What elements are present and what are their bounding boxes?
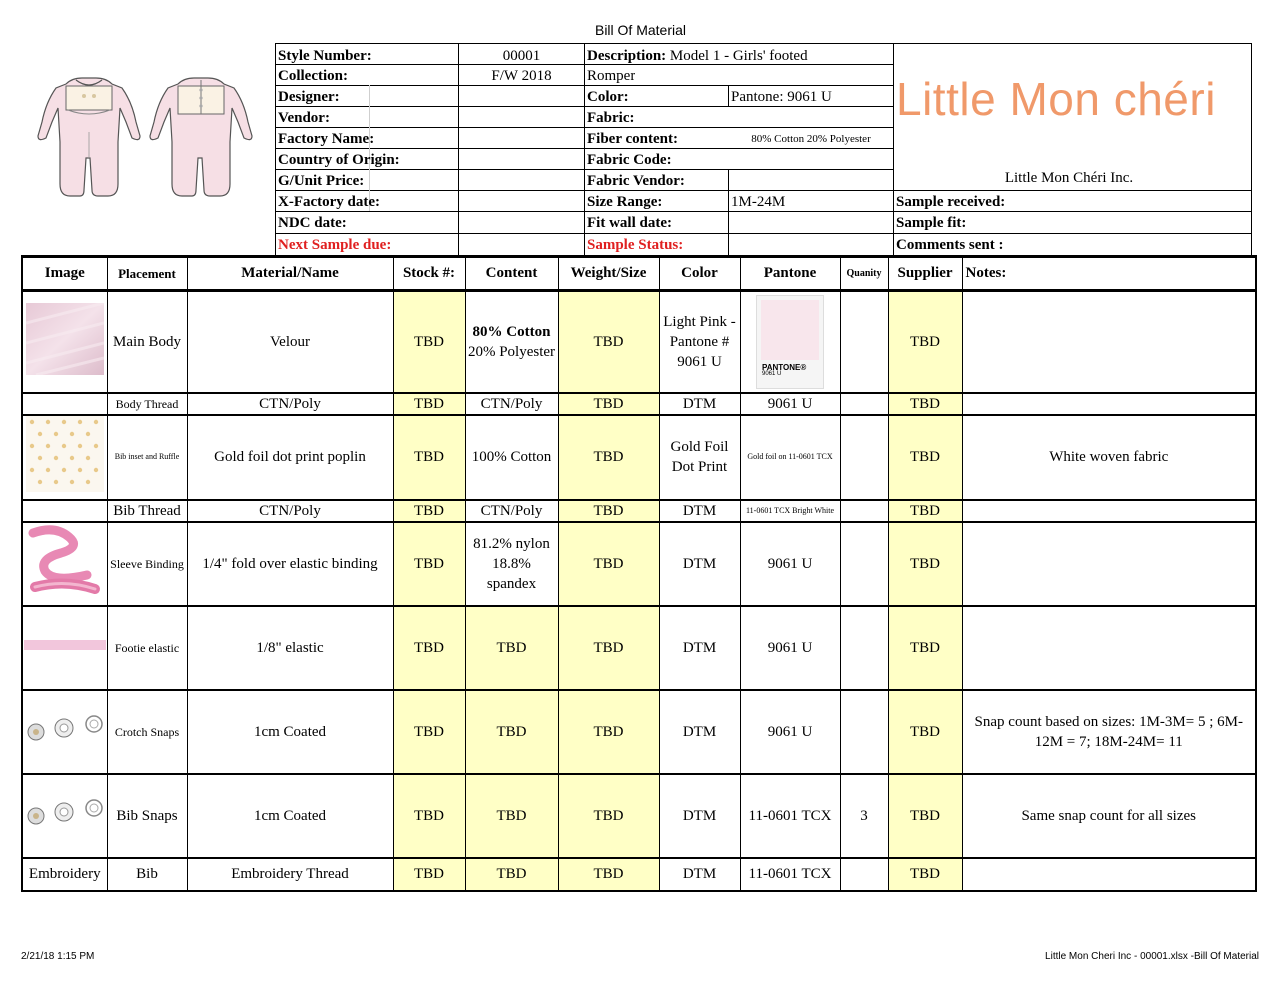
fit-wall-label: Fit wall date: <box>587 215 672 231</box>
table-row <box>22 858 1256 891</box>
pantone-cell: 11-0601 TCX <box>740 858 840 891</box>
image-cell <box>22 522 107 606</box>
table-header-row <box>22 257 1256 291</box>
pantone-cell: 11-0601 TCX Bright White <box>740 500 840 522</box>
company-name: Little Mon Chéri Inc. <box>1004 170 1134 186</box>
image-cell: Embroidery <box>22 858 107 891</box>
notes-cell <box>962 500 1256 522</box>
material-cell: 1/4" fold over elastic binding <box>187 522 393 606</box>
weight-cell: TBD <box>558 522 659 606</box>
col-placement: Placement <box>107 257 187 291</box>
description-value-1: Model 1 - Girls' footed <box>669 48 808 64</box>
color-cell: DTM <box>659 606 740 690</box>
sheet-title: Bill Of Material <box>594 22 687 38</box>
color-cell: DTM <box>659 500 740 522</box>
supplier-cell: TBD <box>888 415 962 500</box>
weight-cell: TBD <box>558 291 659 393</box>
snaps-image <box>24 798 106 828</box>
content-cell: 81.2% nylon 18.8% spandex <box>465 522 558 606</box>
quantity-cell <box>840 393 888 415</box>
notes-cell <box>962 291 1256 393</box>
table-row <box>22 606 1256 690</box>
content-cell: CTN/Poly <box>465 393 558 415</box>
fiber-value: 80% Cotton 20% Polyester <box>751 133 871 145</box>
next-sample-label: Next Sample due: <box>278 237 392 253</box>
color-cell: DTM <box>659 393 740 415</box>
weight-cell: TBD <box>558 690 659 774</box>
quantity-cell <box>840 858 888 891</box>
stock-cell: TBD <box>393 291 465 393</box>
content-cell: 100% Cotton <box>465 415 558 500</box>
quantity-cell: 3 <box>840 774 888 858</box>
color-cell: DTM <box>659 522 740 606</box>
placement-cell: Bib Thread <box>107 500 187 522</box>
col-stock: Stock #: <box>393 257 465 291</box>
col-quantity: Quanity <box>840 257 888 291</box>
content-cell: TBD <box>465 774 558 858</box>
file-name: Little Mon Cheri Inc - 00001.xlsx -Bill Of Material <box>1045 951 1259 962</box>
image-cell <box>22 393 107 415</box>
col-supplier: Supplier <box>888 257 962 291</box>
stock-cell: TBD <box>393 393 465 415</box>
quantity-cell <box>840 500 888 522</box>
price-label: G/Unit Price: <box>278 173 365 189</box>
stock-cell: TBD <box>393 774 465 858</box>
color-cell: DTM <box>659 858 740 891</box>
table-row <box>22 415 1256 500</box>
table-row <box>22 522 1256 606</box>
notes-cell <box>962 522 1256 606</box>
collection-value: F/W 2018 <box>491 68 552 84</box>
table-row <box>22 291 1256 393</box>
pantone-chip-color <box>761 300 819 360</box>
weight-cell: TBD <box>558 393 659 415</box>
collection-label: Collection: <box>278 68 348 84</box>
sample-fit-label: Sample fit: <box>896 215 967 231</box>
notes-cell <box>962 858 1256 891</box>
garment-back-sketch <box>150 78 252 196</box>
print-timestamp: 2/21/18 1:15 PM <box>21 951 95 962</box>
description-field <box>587 46 808 66</box>
stock-cell: TBD <box>393 522 465 606</box>
xfactory-label: X-Factory date: <box>278 194 381 210</box>
image-cell <box>22 690 107 774</box>
comments-sent-label: Comments sent : <box>896 237 1004 253</box>
weight-cell: TBD <box>558 858 659 891</box>
notes-cell <box>962 606 1256 690</box>
material-cell: Embroidery Thread <box>187 858 393 891</box>
content-cell: TBD <box>465 606 558 690</box>
description-value-2: Romper <box>587 68 636 84</box>
quantity-cell <box>840 522 888 606</box>
footie-elastic-image <box>24 638 106 652</box>
material-cell: CTN/Poly <box>187 393 393 415</box>
stock-cell: TBD <box>393 690 465 774</box>
image-cell <box>22 291 107 393</box>
sample-status-label: Sample Status: <box>587 237 684 253</box>
fabric-label: Fabric: <box>587 110 635 126</box>
pantone-cell: 9061 U <box>740 522 840 606</box>
material-cell: CTN/Poly <box>187 500 393 522</box>
supplier-cell: TBD <box>888 606 962 690</box>
placement-cell: Bib <box>107 858 187 891</box>
supplier-cell: TBD <box>888 858 962 891</box>
weight-cell: TBD <box>558 606 659 690</box>
table-row <box>22 393 1256 415</box>
stock-cell: TBD <box>393 415 465 500</box>
origin-label: Country of Origin: <box>278 152 400 168</box>
color-cell: Gold Foil Dot Print <box>659 415 740 500</box>
col-image: Image <box>22 257 107 291</box>
col-weight: Weight/Size <box>558 257 659 291</box>
content-cell: CTN/Poly <box>465 500 558 522</box>
col-content: Content <box>465 257 558 291</box>
col-notes: Notes: <box>962 257 1256 291</box>
quantity-cell <box>840 606 888 690</box>
notes-cell: White woven fabric <box>962 415 1256 500</box>
fabric-vendor-label: Fabric Vendor: <box>587 173 685 189</box>
quantity-cell <box>840 291 888 393</box>
stock-cell: TBD <box>393 500 465 522</box>
sample-received-label: Sample received: <box>896 194 1006 210</box>
image-cell <box>22 415 107 500</box>
material-cell: Gold foil dot print poplin <box>187 415 393 500</box>
quantity-cell <box>840 690 888 774</box>
notes-cell: Same snap count for all sizes <box>962 774 1256 858</box>
elastic-binding-image <box>25 523 105 599</box>
color-cell: DTM <box>659 690 740 774</box>
ndc-label: NDC date: <box>278 215 347 231</box>
stock-cell: TBD <box>393 606 465 690</box>
color-cell: Light Pink - Pantone # 9061 U <box>659 291 740 393</box>
notes-cell <box>962 393 1256 415</box>
material-cell: Velour <box>187 291 393 393</box>
supplier-cell: TBD <box>888 291 962 393</box>
material-cell: 1/8" elastic <box>187 606 393 690</box>
supplier-cell: TBD <box>888 522 962 606</box>
content-cell: TBD <box>465 858 558 891</box>
pantone-chip <box>756 295 824 389</box>
pantone-cell <box>740 291 840 393</box>
placement-cell: Crotch Snaps <box>107 690 187 774</box>
stock-cell: TBD <box>393 858 465 891</box>
pantone-cell: 11-0601 TCX <box>740 774 840 858</box>
table-row <box>22 774 1256 858</box>
placement-cell: Bib inset and Ruffle <box>107 415 187 500</box>
quantity-cell <box>840 415 888 500</box>
image-cell <box>22 774 107 858</box>
brand-logo: Little Mon chéri <box>896 73 1216 125</box>
table-row <box>22 500 1256 522</box>
col-pantone: Pantone <box>740 257 840 291</box>
supplier-cell: TBD <box>888 690 962 774</box>
content-rest: 20% Polyester <box>467 343 556 360</box>
garment-sketch <box>36 72 258 204</box>
pantone-chip-code: 9061 U <box>762 370 782 377</box>
supplier-cell: TBD <box>888 774 962 858</box>
weight-cell: TBD <box>558 500 659 522</box>
color-cell: DTM <box>659 774 740 858</box>
content-cell <box>465 291 558 393</box>
placement-cell: Bib Snaps <box>107 774 187 858</box>
gold-dot-swatch <box>26 416 104 492</box>
content-bold: 80% Cotton <box>472 323 551 340</box>
fiber-label: Fiber content: <box>587 131 678 147</box>
velour-swatch <box>26 303 104 375</box>
designer-label: Designer: <box>278 89 340 105</box>
table-row <box>22 690 1256 774</box>
placement-cell: Footie elastic <box>107 606 187 690</box>
color-value: Pantone: 9061 U <box>731 89 832 105</box>
color-label: Color: <box>587 89 629 105</box>
pantone-cell: 9061 U <box>740 393 840 415</box>
description-label: Description: <box>587 48 667 64</box>
pantone-cell: 9061 U <box>740 606 840 690</box>
col-material: Material/Name <box>187 257 393 291</box>
pantone-cell: 9061 U <box>740 690 840 774</box>
placement-cell: Body Thread <box>107 393 187 415</box>
fabric-code-label: Fabric Code: <box>587 152 672 168</box>
factory-label: Factory Name: <box>278 131 375 147</box>
size-range-label: Size Range: <box>587 194 663 210</box>
garment-front-sketch <box>38 78 140 196</box>
snaps-image <box>24 714 106 744</box>
style-number-value: 00001 <box>502 48 541 64</box>
pantone-cell: Gold foil on 11-0601 TCX <box>740 415 840 500</box>
image-cell <box>22 606 107 690</box>
placement-cell: Sleeve Binding <box>107 522 187 606</box>
supplier-cell: TBD <box>888 500 962 522</box>
weight-cell: TBD <box>558 774 659 858</box>
image-cell <box>22 500 107 522</box>
bom-table <box>21 255 1257 892</box>
style-number-label: Style Number: <box>278 48 372 64</box>
vendor-label: Vendor: <box>278 110 330 126</box>
col-color: Color <box>659 257 740 291</box>
notes-cell: Snap count based on sizes: 1M-3M= 5 ; 6M-12M = 7; 18M-24M= 11 <box>962 690 1256 774</box>
pantone-chip-brand: PANTONE® <box>762 362 807 372</box>
size-range-value: 1M-24M <box>731 194 786 210</box>
placement-cell: Main Body <box>107 291 187 393</box>
material-cell: 1cm Coated <box>187 690 393 774</box>
content-cell: TBD <box>465 690 558 774</box>
weight-cell: TBD <box>558 415 659 500</box>
material-cell: 1cm Coated <box>187 774 393 858</box>
supplier-cell: TBD <box>888 393 962 415</box>
